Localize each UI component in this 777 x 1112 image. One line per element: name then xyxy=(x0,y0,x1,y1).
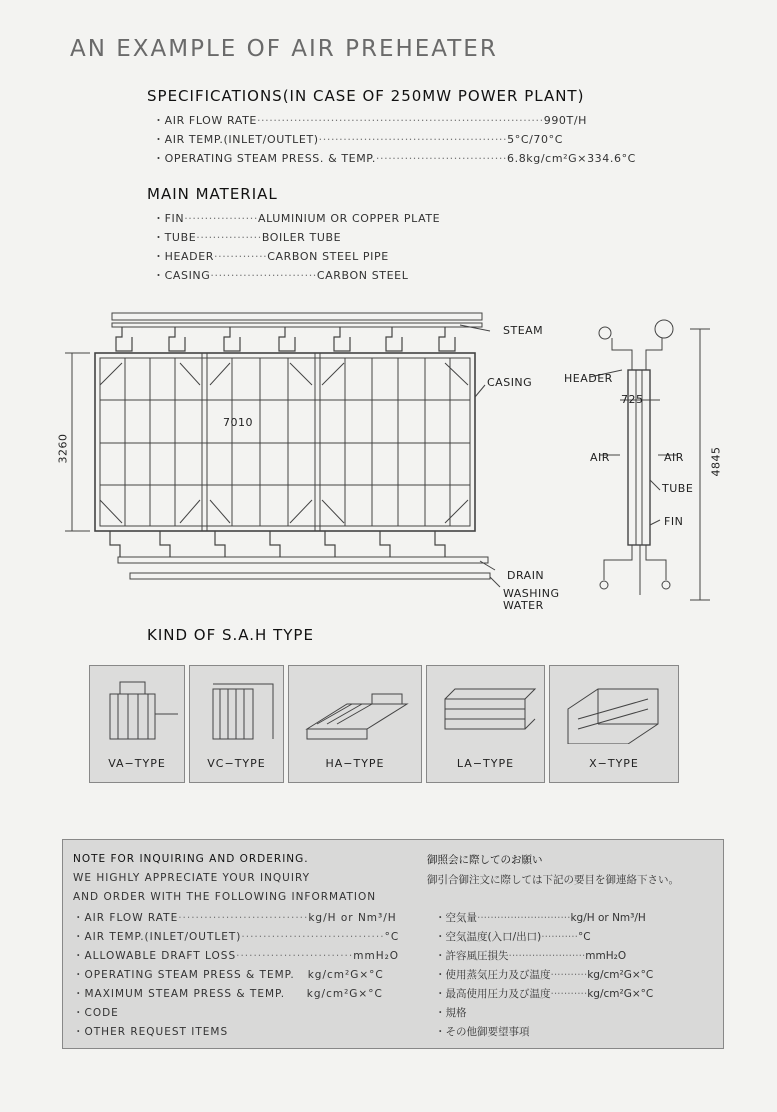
spec-label: ・AIR TEMP.(INLET/OUTLET) xyxy=(153,133,319,146)
dim-height: 3260 xyxy=(56,433,70,464)
label-steam: STEAM xyxy=(503,324,544,337)
material-value: ALUMINIUM OR COPPER PLATE xyxy=(257,212,441,225)
note-item-en: ・ALLOWABLE DRAFT LOSS···························mmH₂O xyxy=(73,950,400,962)
note-item-jp: ・その他御要望事項 xyxy=(435,1026,530,1038)
note-item-jp: ・空気温度(入口/出口)···········°C xyxy=(435,931,591,943)
dim-side-width: 725 xyxy=(621,393,644,406)
note-item-label: ・最高使用圧力及び温度 xyxy=(435,988,551,1000)
note-item-label: ・空気量 xyxy=(435,912,477,924)
label-header: HEADER xyxy=(564,372,613,385)
label-air-in: AIR xyxy=(590,451,610,464)
spec-value: 990T/H xyxy=(543,114,588,127)
note-item-unit: kg/cm²G×°C xyxy=(587,969,654,981)
note-item-label: ・空気温度(入口/出口) xyxy=(435,931,542,943)
type-card-la xyxy=(426,665,545,783)
note-item-jp: ・最高使用圧力及び温度···········kg/cm²G×°C xyxy=(435,988,654,1000)
label-air-out: AIR xyxy=(664,451,684,464)
note-item-jp: ・使用蒸気圧力及び温度···········kg/cm²G×°C xyxy=(435,969,654,981)
note-item-en xyxy=(73,986,383,1001)
note-item-label: ・使用蒸気圧力及び温度 xyxy=(435,969,551,981)
note-item-unit: mmH₂O xyxy=(585,950,627,962)
label-tube: TUBE xyxy=(662,482,694,495)
note-intro-jp: 御引合御注文に際しては下記の要目を御連絡下さい。 xyxy=(427,874,679,886)
type-label: HA−TYPE xyxy=(325,757,385,770)
note-item-jp: ・許容風圧損失·······················mmH₂O xyxy=(435,950,627,962)
material-value: CARBON STEEL xyxy=(316,269,409,282)
material-label: ・FIN xyxy=(153,212,185,225)
material-label: ・CASING xyxy=(153,269,211,282)
type-card-vc xyxy=(189,665,284,783)
note-item-unit: °C xyxy=(384,931,400,943)
note-item-label: ・許容風圧損失 xyxy=(435,950,509,962)
note-item-jp: ・空気量····························kg/H or Nm³/H xyxy=(435,912,646,924)
type-label: LA−TYPE xyxy=(456,757,515,770)
kind-heading: KIND OF S.A.H TYPE xyxy=(147,626,314,644)
label-water: WATER xyxy=(503,599,544,612)
note-item-label: ・AIR FLOW RATE xyxy=(73,912,179,924)
note-item-en: ・CODE xyxy=(73,1007,119,1019)
note-heading-en: NOTE FOR INQUIRING AND ORDERING. xyxy=(73,853,309,865)
label-fin: FIN xyxy=(664,515,684,528)
material-label: ・TUBE xyxy=(153,231,197,244)
note-intro-en-2: AND ORDER WITH THE FOLLOWING INFORMATION xyxy=(73,891,377,903)
x-type-illustration xyxy=(558,674,672,744)
note-item-label: ・OPERATING STEAM PRESS & TEMP. xyxy=(73,969,295,981)
spec-value: 5°C/70°C xyxy=(507,133,563,146)
page-title: AN EXAMPLE OF AIR PREHEATER xyxy=(70,36,498,62)
note-item-en: ・AIR TEMP.(INLET/OUTLET)·································°C xyxy=(73,931,400,943)
ha-type-illustration xyxy=(297,674,415,744)
inquiry-note-box xyxy=(62,839,724,1049)
note-item-label: ・AIR TEMP.(INLET/OUTLET) xyxy=(73,931,242,943)
note-item-unit: kg/H or Nm³/H xyxy=(308,912,397,924)
vc-type-illustration xyxy=(198,674,278,744)
spec-row: ・AIR FLOW RATE······································································990T/H xyxy=(153,114,588,127)
material-row: ・HEADER·············CARBON STEEL PIPE xyxy=(153,250,389,263)
note-item-unit: kg/cm²G×°C xyxy=(307,969,384,981)
type-card-x xyxy=(549,665,679,783)
type-label: VC−TYPE xyxy=(207,757,266,770)
note-item-label: ・ALLOWABLE DRAFT LOSS xyxy=(73,950,237,962)
note-item-en xyxy=(73,967,384,982)
type-label: X−TYPE xyxy=(589,757,639,770)
air-preheater-drawing xyxy=(50,305,750,615)
note-item-unit: mmH₂O xyxy=(353,950,400,962)
dim-total-height: 4845 xyxy=(709,446,723,477)
specifications-heading: SPECIFICATIONS(IN CASE OF 250MW POWER PLANT) xyxy=(147,87,585,105)
material-row: ・CASING··························CARBON STEEL xyxy=(153,269,409,282)
note-intro-en-1: WE HIGHLY APPRECIATE YOUR INQUIRY xyxy=(73,872,311,884)
material-label: ・HEADER xyxy=(153,250,215,263)
note-item-en: ・AIR FLOW RATE······························kg/H or Nm³/H xyxy=(73,912,397,924)
material-value: CARBON STEEL PIPE xyxy=(267,250,389,263)
note-item-label: ・MAXIMUM STEAM PRESS & TEMP. xyxy=(73,988,286,1000)
note-item-unit: kg/H or Nm³/H xyxy=(570,912,646,924)
note-item-unit: kg/cm²G×°C xyxy=(306,988,383,1000)
va-type-illustration xyxy=(98,674,178,744)
main-material-heading: MAIN MATERIAL xyxy=(147,185,278,203)
note-heading-jp: 御照会に際してのお願い xyxy=(427,854,543,866)
spec-label: ・AIR FLOW RATE xyxy=(153,114,257,127)
note-item-jp: ・規格 xyxy=(435,1007,467,1019)
label-washing: WASHING xyxy=(503,587,560,600)
material-value: BOILER TUBE xyxy=(261,231,342,244)
note-item-unit: °C xyxy=(577,931,591,943)
spec-value: 6.8kg/cm²G×334.6°C xyxy=(507,152,636,165)
dim-width: 7010 xyxy=(223,416,253,429)
note-item-unit: kg/cm²G×°C xyxy=(587,988,654,1000)
type-card-va xyxy=(89,665,185,783)
material-row: ・FIN··················ALUMINIUM OR COPPER PLATE xyxy=(153,212,441,225)
spec-row: ・AIR TEMP.(INLET/OUTLET)··············································5°C/70°C xyxy=(153,133,563,146)
material-row: ・TUBE················BOILER TUBE xyxy=(153,231,342,244)
type-card-ha xyxy=(288,665,422,783)
spec-row: ・OPERATING STEAM PRESS. & TEMP.································6.8kg/cm²G×334.6°C xyxy=(153,152,636,165)
label-casing: CASING xyxy=(487,376,533,389)
type-label: VA−TYPE xyxy=(108,757,166,770)
la-type-illustration xyxy=(435,674,539,744)
spec-label: ・OPERATING STEAM PRESS. & TEMP. xyxy=(153,152,376,165)
label-drain: DRAIN xyxy=(507,569,545,582)
note-item-en: ・OTHER REQUEST ITEMS xyxy=(73,1026,229,1038)
